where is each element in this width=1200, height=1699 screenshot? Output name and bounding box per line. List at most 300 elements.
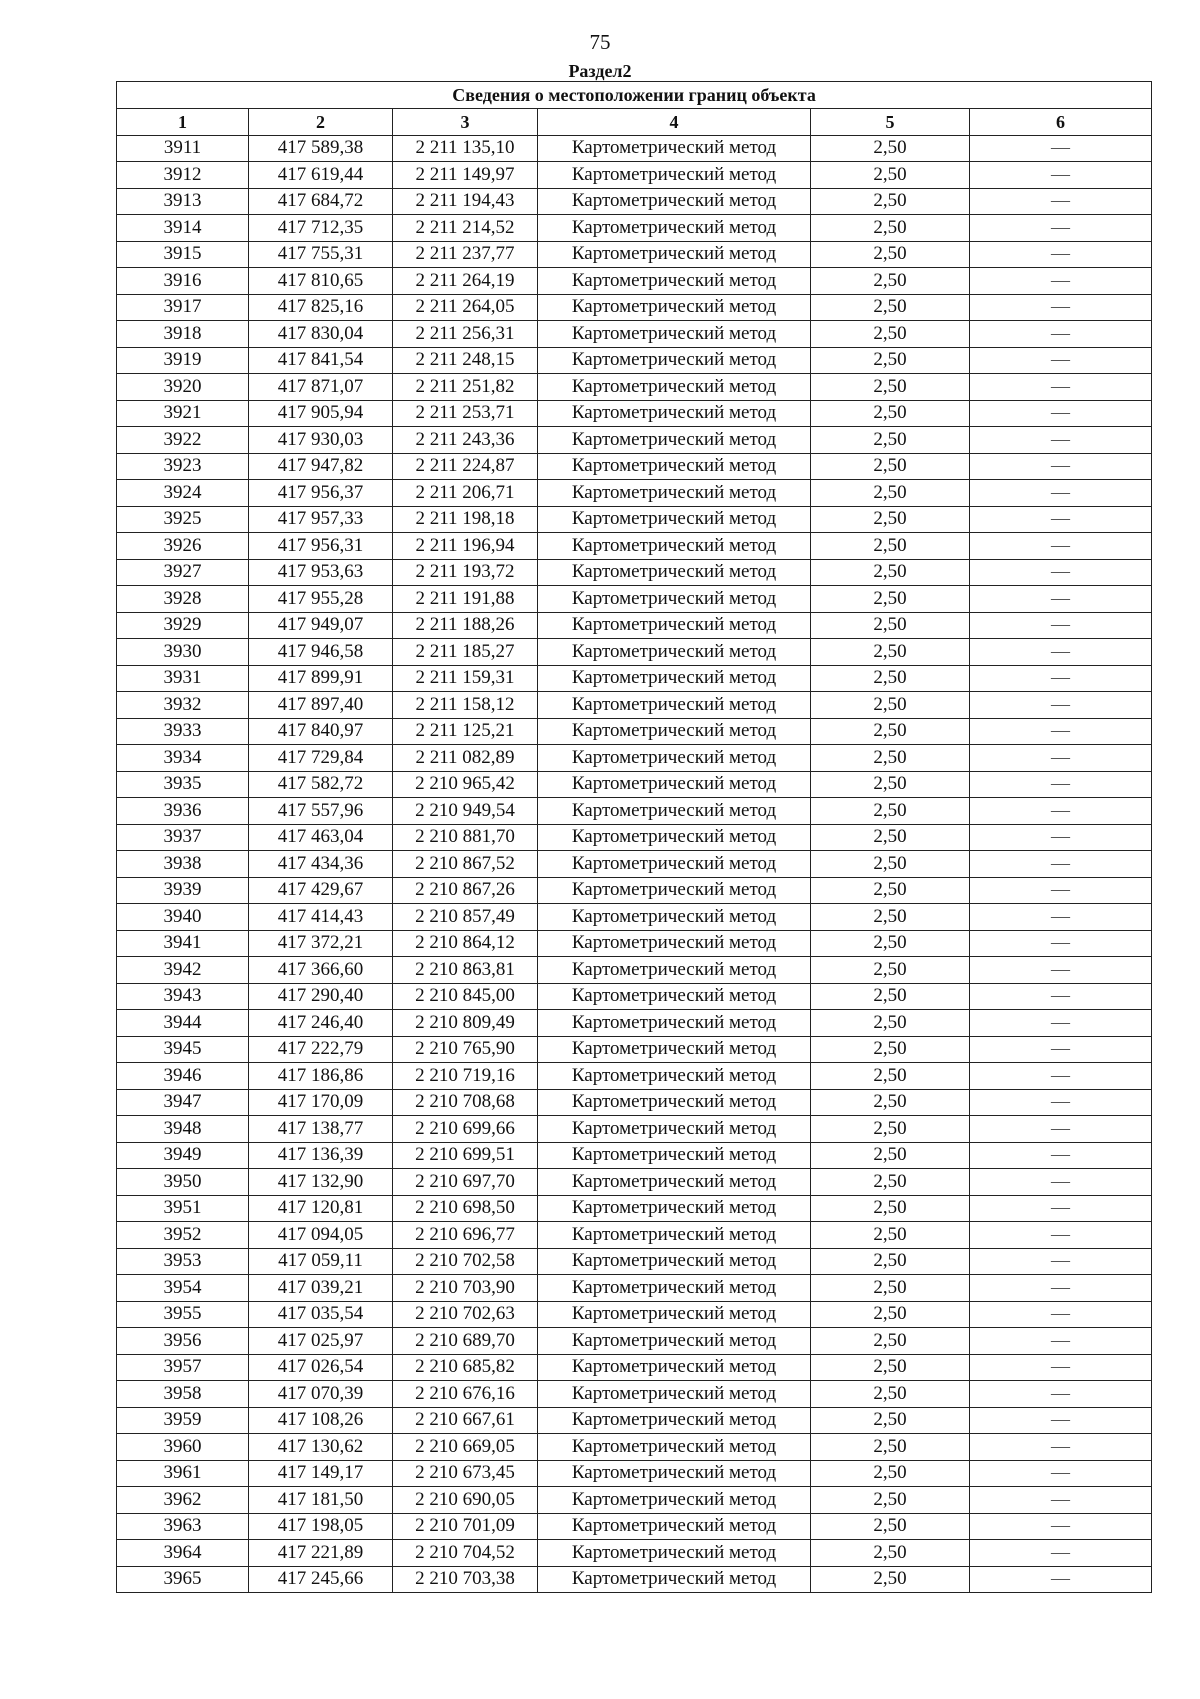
table-row (117, 1407, 1152, 1434)
table-row (117, 135, 1152, 162)
note-cell: — (970, 480, 1152, 507)
method-cell: Картометрический метод (538, 188, 811, 215)
boundary-coordinates-table (116, 81, 1152, 1593)
x-coordinate-cell: 417 170,09 (249, 1089, 393, 1116)
note-cell: — (970, 1381, 1152, 1408)
table-row (117, 374, 1152, 401)
accuracy-cell: 2,50 (811, 427, 970, 454)
y-coordinate-cell: 2 210 704,52 (393, 1540, 538, 1567)
note-cell: — (970, 1407, 1152, 1434)
point-number-cell: 3919 (117, 347, 249, 374)
note-cell: — (970, 930, 1152, 957)
y-coordinate-cell: 2 211 149,97 (393, 162, 538, 189)
y-coordinate-cell: 2 210 703,38 (393, 1566, 538, 1593)
accuracy-cell: 2,50 (811, 665, 970, 692)
method-cell: Картометрический метод (538, 930, 811, 957)
accuracy-cell: 2,50 (811, 1222, 970, 1249)
accuracy-cell: 2,50 (811, 506, 970, 533)
x-coordinate-cell: 417 463,04 (249, 824, 393, 851)
table-row (117, 1248, 1152, 1275)
table-row (117, 294, 1152, 321)
accuracy-cell: 2,50 (811, 586, 970, 613)
column-header-row (117, 109, 1152, 136)
point-number-cell: 3924 (117, 480, 249, 507)
point-number-cell: 3920 (117, 374, 249, 401)
x-coordinate-cell: 417 221,89 (249, 1540, 393, 1567)
y-coordinate-cell: 2 211 243,36 (393, 427, 538, 454)
note-cell: — (970, 798, 1152, 825)
note-cell: — (970, 1460, 1152, 1487)
x-coordinate-cell: 417 429,67 (249, 877, 393, 904)
table-row (117, 1301, 1152, 1328)
x-coordinate-cell: 417 871,07 (249, 374, 393, 401)
point-number-cell: 3939 (117, 877, 249, 904)
accuracy-cell: 2,50 (811, 1169, 970, 1196)
x-coordinate-cell: 417 181,50 (249, 1487, 393, 1514)
table-row (117, 639, 1152, 666)
x-coordinate-cell: 417 025,97 (249, 1328, 393, 1355)
x-coordinate-cell: 417 684,72 (249, 188, 393, 215)
accuracy-cell: 2,50 (811, 188, 970, 215)
accuracy-cell: 2,50 (811, 241, 970, 268)
y-coordinate-cell: 2 210 676,16 (393, 1381, 538, 1408)
x-coordinate-cell: 417 039,21 (249, 1275, 393, 1302)
method-cell: Картометрический метод (538, 1248, 811, 1275)
point-number-cell: 3929 (117, 612, 249, 639)
x-coordinate-cell: 417 956,31 (249, 533, 393, 560)
accuracy-cell: 2,50 (811, 957, 970, 984)
method-cell: Картометрический метод (538, 586, 811, 613)
note-cell: — (970, 1248, 1152, 1275)
x-coordinate-cell: 417 810,65 (249, 268, 393, 295)
section-label: Раздел2 (568, 61, 632, 81)
method-cell: Картометрический метод (538, 215, 811, 242)
note-cell: — (970, 215, 1152, 242)
point-number-cell: 3931 (117, 665, 249, 692)
accuracy-cell: 2,50 (811, 718, 970, 745)
x-coordinate-cell: 417 840,97 (249, 718, 393, 745)
note-cell: — (970, 586, 1152, 613)
point-number-cell: 3958 (117, 1381, 249, 1408)
x-coordinate-cell: 417 619,44 (249, 162, 393, 189)
note-cell: — (970, 957, 1152, 984)
method-cell: Картометрический метод (538, 1301, 811, 1328)
x-coordinate-cell: 417 830,04 (249, 321, 393, 348)
y-coordinate-cell: 2 211 194,43 (393, 188, 538, 215)
x-coordinate-cell: 417 712,35 (249, 215, 393, 242)
accuracy-cell: 2,50 (811, 1063, 970, 1090)
point-number-cell: 3912 (117, 162, 249, 189)
y-coordinate-cell: 2 211 253,71 (393, 400, 538, 427)
y-coordinate-cell: 2 211 159,31 (393, 665, 538, 692)
table-row (117, 798, 1152, 825)
method-cell: Картометрический метод (538, 1381, 811, 1408)
y-coordinate-cell: 2 210 867,52 (393, 851, 538, 878)
column-header: 3 (393, 109, 538, 136)
method-cell: Картометрический метод (538, 453, 811, 480)
method-cell: Картометрический метод (538, 321, 811, 348)
method-cell: Картометрический метод (538, 1354, 811, 1381)
y-coordinate-cell: 2 211 214,52 (393, 215, 538, 242)
y-coordinate-cell: 2 210 965,42 (393, 771, 538, 798)
table-row (117, 877, 1152, 904)
accuracy-cell: 2,50 (811, 983, 970, 1010)
point-number-cell: 3965 (117, 1566, 249, 1593)
table-row (117, 400, 1152, 427)
point-number-cell: 3950 (117, 1169, 249, 1196)
note-cell: — (970, 1089, 1152, 1116)
point-number-cell: 3930 (117, 639, 249, 666)
point-number-cell: 3963 (117, 1513, 249, 1540)
point-number-cell: 3926 (117, 533, 249, 560)
note-cell: — (970, 321, 1152, 348)
table-row (117, 957, 1152, 984)
x-coordinate-cell: 417 372,21 (249, 930, 393, 957)
method-cell: Картометрический метод (538, 771, 811, 798)
x-coordinate-cell: 417 729,84 (249, 745, 393, 772)
x-coordinate-cell: 417 222,79 (249, 1036, 393, 1063)
point-number-cell: 3961 (117, 1460, 249, 1487)
method-cell: Картометрический метод (538, 824, 811, 851)
x-coordinate-cell: 417 108,26 (249, 1407, 393, 1434)
x-coordinate-cell: 417 755,31 (249, 241, 393, 268)
y-coordinate-cell: 2 211 191,88 (393, 586, 538, 613)
point-number-cell: 3938 (117, 851, 249, 878)
x-coordinate-cell: 417 434,36 (249, 851, 393, 878)
x-coordinate-cell: 417 245,66 (249, 1566, 393, 1593)
method-cell: Картометрический метод (538, 639, 811, 666)
note-cell: — (970, 665, 1152, 692)
y-coordinate-cell: 2 210 703,90 (393, 1275, 538, 1302)
table-row (117, 692, 1152, 719)
point-number-cell: 3911 (117, 135, 249, 162)
accuracy-cell: 2,50 (811, 135, 970, 162)
y-coordinate-cell: 2 210 701,09 (393, 1513, 538, 1540)
column-header: 4 (538, 109, 811, 136)
table-row (117, 268, 1152, 295)
table-row (117, 1566, 1152, 1593)
point-number-cell: 3962 (117, 1487, 249, 1514)
table-row (117, 1434, 1152, 1461)
method-cell: Картометрический метод (538, 1460, 811, 1487)
point-number-cell: 3951 (117, 1195, 249, 1222)
point-number-cell: 3933 (117, 718, 249, 745)
y-coordinate-cell: 2 211 135,10 (393, 135, 538, 162)
table-row (117, 1487, 1152, 1514)
column-header: 2 (249, 109, 393, 136)
x-coordinate-cell: 417 905,94 (249, 400, 393, 427)
table-row (117, 1116, 1152, 1143)
x-coordinate-cell: 417 186,86 (249, 1063, 393, 1090)
note-cell: — (970, 241, 1152, 268)
x-coordinate-cell: 417 130,62 (249, 1434, 393, 1461)
table-row (117, 1010, 1152, 1037)
y-coordinate-cell: 2 211 198,18 (393, 506, 538, 533)
point-number-cell: 3936 (117, 798, 249, 825)
method-cell: Картометрический метод (538, 241, 811, 268)
note-cell: — (970, 745, 1152, 772)
y-coordinate-cell: 2 211 196,94 (393, 533, 538, 560)
x-coordinate-cell: 417 120,81 (249, 1195, 393, 1222)
table-row (117, 427, 1152, 454)
table-row (117, 1222, 1152, 1249)
accuracy-cell: 2,50 (811, 930, 970, 957)
note-cell: — (970, 294, 1152, 321)
table-row (117, 1036, 1152, 1063)
y-coordinate-cell: 2 210 696,77 (393, 1222, 538, 1249)
accuracy-cell: 2,50 (811, 1089, 970, 1116)
point-number-cell: 3949 (117, 1142, 249, 1169)
point-number-cell: 3922 (117, 427, 249, 454)
column-header: 5 (811, 109, 970, 136)
x-coordinate-cell: 417 198,05 (249, 1513, 393, 1540)
point-number-cell: 3956 (117, 1328, 249, 1355)
note-cell: — (970, 559, 1152, 586)
table-row (117, 1354, 1152, 1381)
note-cell: — (970, 506, 1152, 533)
method-cell: Картометрический метод (538, 1566, 811, 1593)
note-cell: — (970, 268, 1152, 295)
point-number-cell: 3943 (117, 983, 249, 1010)
note-cell: — (970, 1010, 1152, 1037)
x-coordinate-cell: 417 930,03 (249, 427, 393, 454)
note-cell: — (970, 1169, 1152, 1196)
table-row (117, 612, 1152, 639)
point-number-cell: 3937 (117, 824, 249, 851)
y-coordinate-cell: 2 210 702,63 (393, 1301, 538, 1328)
accuracy-cell: 2,50 (811, 321, 970, 348)
y-coordinate-cell: 2 210 809,49 (393, 1010, 538, 1037)
table-row (117, 1195, 1152, 1222)
method-cell: Картометрический метод (538, 1222, 811, 1249)
x-coordinate-cell: 417 947,82 (249, 453, 393, 480)
table-row (117, 1381, 1152, 1408)
method-cell: Картометрический метод (538, 1513, 811, 1540)
y-coordinate-cell: 2 211 251,82 (393, 374, 538, 401)
x-coordinate-cell: 417 582,72 (249, 771, 393, 798)
note-cell: — (970, 824, 1152, 851)
accuracy-cell: 2,50 (811, 533, 970, 560)
accuracy-cell: 2,50 (811, 1036, 970, 1063)
point-number-cell: 3918 (117, 321, 249, 348)
x-coordinate-cell: 417 956,37 (249, 480, 393, 507)
note-cell: — (970, 771, 1152, 798)
table-row (117, 241, 1152, 268)
note-cell: — (970, 1328, 1152, 1355)
x-coordinate-cell: 417 957,33 (249, 506, 393, 533)
x-coordinate-cell: 417 026,54 (249, 1354, 393, 1381)
method-cell: Картометрический метод (538, 480, 811, 507)
table-row (117, 215, 1152, 242)
note-cell: — (970, 1354, 1152, 1381)
y-coordinate-cell: 2 211 264,05 (393, 294, 538, 321)
accuracy-cell: 2,50 (811, 904, 970, 931)
accuracy-cell: 2,50 (811, 1275, 970, 1302)
method-cell: Картометрический метод (538, 1089, 811, 1116)
y-coordinate-cell: 2 210 867,26 (393, 877, 538, 904)
x-coordinate-cell: 417 366,60 (249, 957, 393, 984)
method-cell: Картометрический метод (538, 851, 811, 878)
accuracy-cell: 2,50 (811, 374, 970, 401)
column-header: 6 (970, 109, 1152, 136)
table-row (117, 162, 1152, 189)
y-coordinate-cell: 2 210 719,16 (393, 1063, 538, 1090)
accuracy-cell: 2,50 (811, 1010, 970, 1037)
table-row (117, 321, 1152, 348)
point-number-cell: 3953 (117, 1248, 249, 1275)
table-row (117, 983, 1152, 1010)
table-row (117, 665, 1152, 692)
accuracy-cell: 2,50 (811, 1248, 970, 1275)
x-coordinate-cell: 417 094,05 (249, 1222, 393, 1249)
x-coordinate-cell: 417 825,16 (249, 294, 393, 321)
accuracy-cell: 2,50 (811, 745, 970, 772)
method-cell: Картометрический метод (538, 1487, 811, 1514)
point-number-cell: 3923 (117, 453, 249, 480)
table-caption: Сведения о местоположении границ объекта (117, 82, 1152, 109)
accuracy-cell: 2,50 (811, 639, 970, 666)
note-cell: — (970, 877, 1152, 904)
method-cell: Картометрический метод (538, 1434, 811, 1461)
point-number-cell: 3915 (117, 241, 249, 268)
y-coordinate-cell: 2 211 185,27 (393, 639, 538, 666)
x-coordinate-cell: 417 946,58 (249, 639, 393, 666)
method-cell: Картометрический метод (538, 665, 811, 692)
method-cell: Картометрический метод (538, 798, 811, 825)
table-row (117, 586, 1152, 613)
point-number-cell: 3942 (117, 957, 249, 984)
table-row (117, 771, 1152, 798)
note-cell: — (970, 1275, 1152, 1302)
point-number-cell: 3957 (117, 1354, 249, 1381)
note-cell: — (970, 1063, 1152, 1090)
accuracy-cell: 2,50 (811, 877, 970, 904)
page-number: 75 (589, 30, 611, 54)
method-cell: Картометрический метод (538, 506, 811, 533)
method-cell: Картометрический метод (538, 1275, 811, 1302)
accuracy-cell: 2,50 (811, 215, 970, 242)
table-row (117, 851, 1152, 878)
note-cell: — (970, 639, 1152, 666)
y-coordinate-cell: 2 210 699,51 (393, 1142, 538, 1169)
point-number-cell: 3952 (117, 1222, 249, 1249)
method-cell: Картометрический метод (538, 427, 811, 454)
y-coordinate-cell: 2 211 206,71 (393, 480, 538, 507)
accuracy-cell: 2,50 (811, 1142, 970, 1169)
method-cell: Картометрический метод (538, 374, 811, 401)
accuracy-cell: 2,50 (811, 1195, 970, 1222)
note-cell: — (970, 427, 1152, 454)
method-cell: Картометрический метод (538, 745, 811, 772)
table-row (117, 718, 1152, 745)
accuracy-cell: 2,50 (811, 1328, 970, 1355)
y-coordinate-cell: 2 210 765,90 (393, 1036, 538, 1063)
y-coordinate-cell: 2 210 702,58 (393, 1248, 538, 1275)
table-row (117, 930, 1152, 957)
method-cell: Картометрический метод (538, 1169, 811, 1196)
point-number-cell: 3913 (117, 188, 249, 215)
x-coordinate-cell: 417 070,39 (249, 1381, 393, 1408)
point-number-cell: 3959 (117, 1407, 249, 1434)
method-cell: Картометрический метод (538, 1540, 811, 1567)
point-number-cell: 3946 (117, 1063, 249, 1090)
accuracy-cell: 2,50 (811, 1460, 970, 1487)
table-row (117, 1169, 1152, 1196)
point-number-cell: 3927 (117, 559, 249, 586)
table-row (117, 1063, 1152, 1090)
y-coordinate-cell: 2 211 188,26 (393, 612, 538, 639)
accuracy-cell: 2,50 (811, 294, 970, 321)
accuracy-cell: 2,50 (811, 1116, 970, 1143)
accuracy-cell: 2,50 (811, 771, 970, 798)
table-row (117, 1540, 1152, 1567)
note-cell: — (970, 135, 1152, 162)
point-number-cell: 3934 (117, 745, 249, 772)
y-coordinate-cell: 2 210 863,81 (393, 957, 538, 984)
note-cell: — (970, 983, 1152, 1010)
x-coordinate-cell: 417 035,54 (249, 1301, 393, 1328)
y-coordinate-cell: 2 210 673,45 (393, 1460, 538, 1487)
table-caption-row (117, 82, 1152, 109)
accuracy-cell: 2,50 (811, 268, 970, 295)
point-number-cell: 3948 (117, 1116, 249, 1143)
method-cell: Картометрический метод (538, 162, 811, 189)
point-number-cell: 3928 (117, 586, 249, 613)
method-cell: Картометрический метод (538, 718, 811, 745)
table-row (117, 745, 1152, 772)
method-cell: Картометрический метод (538, 400, 811, 427)
accuracy-cell: 2,50 (811, 612, 970, 639)
point-number-cell: 3947 (117, 1089, 249, 1116)
y-coordinate-cell: 2 210 698,50 (393, 1195, 538, 1222)
method-cell: Картометрический метод (538, 1407, 811, 1434)
method-cell: Картометрический метод (538, 559, 811, 586)
note-cell: — (970, 374, 1152, 401)
accuracy-cell: 2,50 (811, 1566, 970, 1593)
x-coordinate-cell: 417 955,28 (249, 586, 393, 613)
note-cell: — (970, 533, 1152, 560)
point-number-cell: 3925 (117, 506, 249, 533)
table-row (117, 453, 1152, 480)
note-cell: — (970, 1116, 1152, 1143)
accuracy-cell: 2,50 (811, 480, 970, 507)
note-cell: — (970, 400, 1152, 427)
point-number-cell: 3916 (117, 268, 249, 295)
note-cell: — (970, 1036, 1152, 1063)
y-coordinate-cell: 2 210 845,00 (393, 983, 538, 1010)
note-cell: — (970, 1513, 1152, 1540)
point-number-cell: 3964 (117, 1540, 249, 1567)
accuracy-cell: 2,50 (811, 824, 970, 851)
accuracy-cell: 2,50 (811, 1434, 970, 1461)
point-number-cell: 3940 (117, 904, 249, 931)
method-cell: Картометрический метод (538, 533, 811, 560)
accuracy-cell: 2,50 (811, 559, 970, 586)
x-coordinate-cell: 417 132,90 (249, 1169, 393, 1196)
note-cell: — (970, 188, 1152, 215)
table-row (117, 1460, 1152, 1487)
x-coordinate-cell: 417 136,39 (249, 1142, 393, 1169)
accuracy-cell: 2,50 (811, 1354, 970, 1381)
note-cell: — (970, 692, 1152, 719)
method-cell: Картометрический метод (538, 692, 811, 719)
point-number-cell: 3955 (117, 1301, 249, 1328)
accuracy-cell: 2,50 (811, 162, 970, 189)
table-body (117, 135, 1152, 1593)
y-coordinate-cell: 2 211 248,15 (393, 347, 538, 374)
y-coordinate-cell: 2 210 949,54 (393, 798, 538, 825)
note-cell: — (970, 904, 1152, 931)
